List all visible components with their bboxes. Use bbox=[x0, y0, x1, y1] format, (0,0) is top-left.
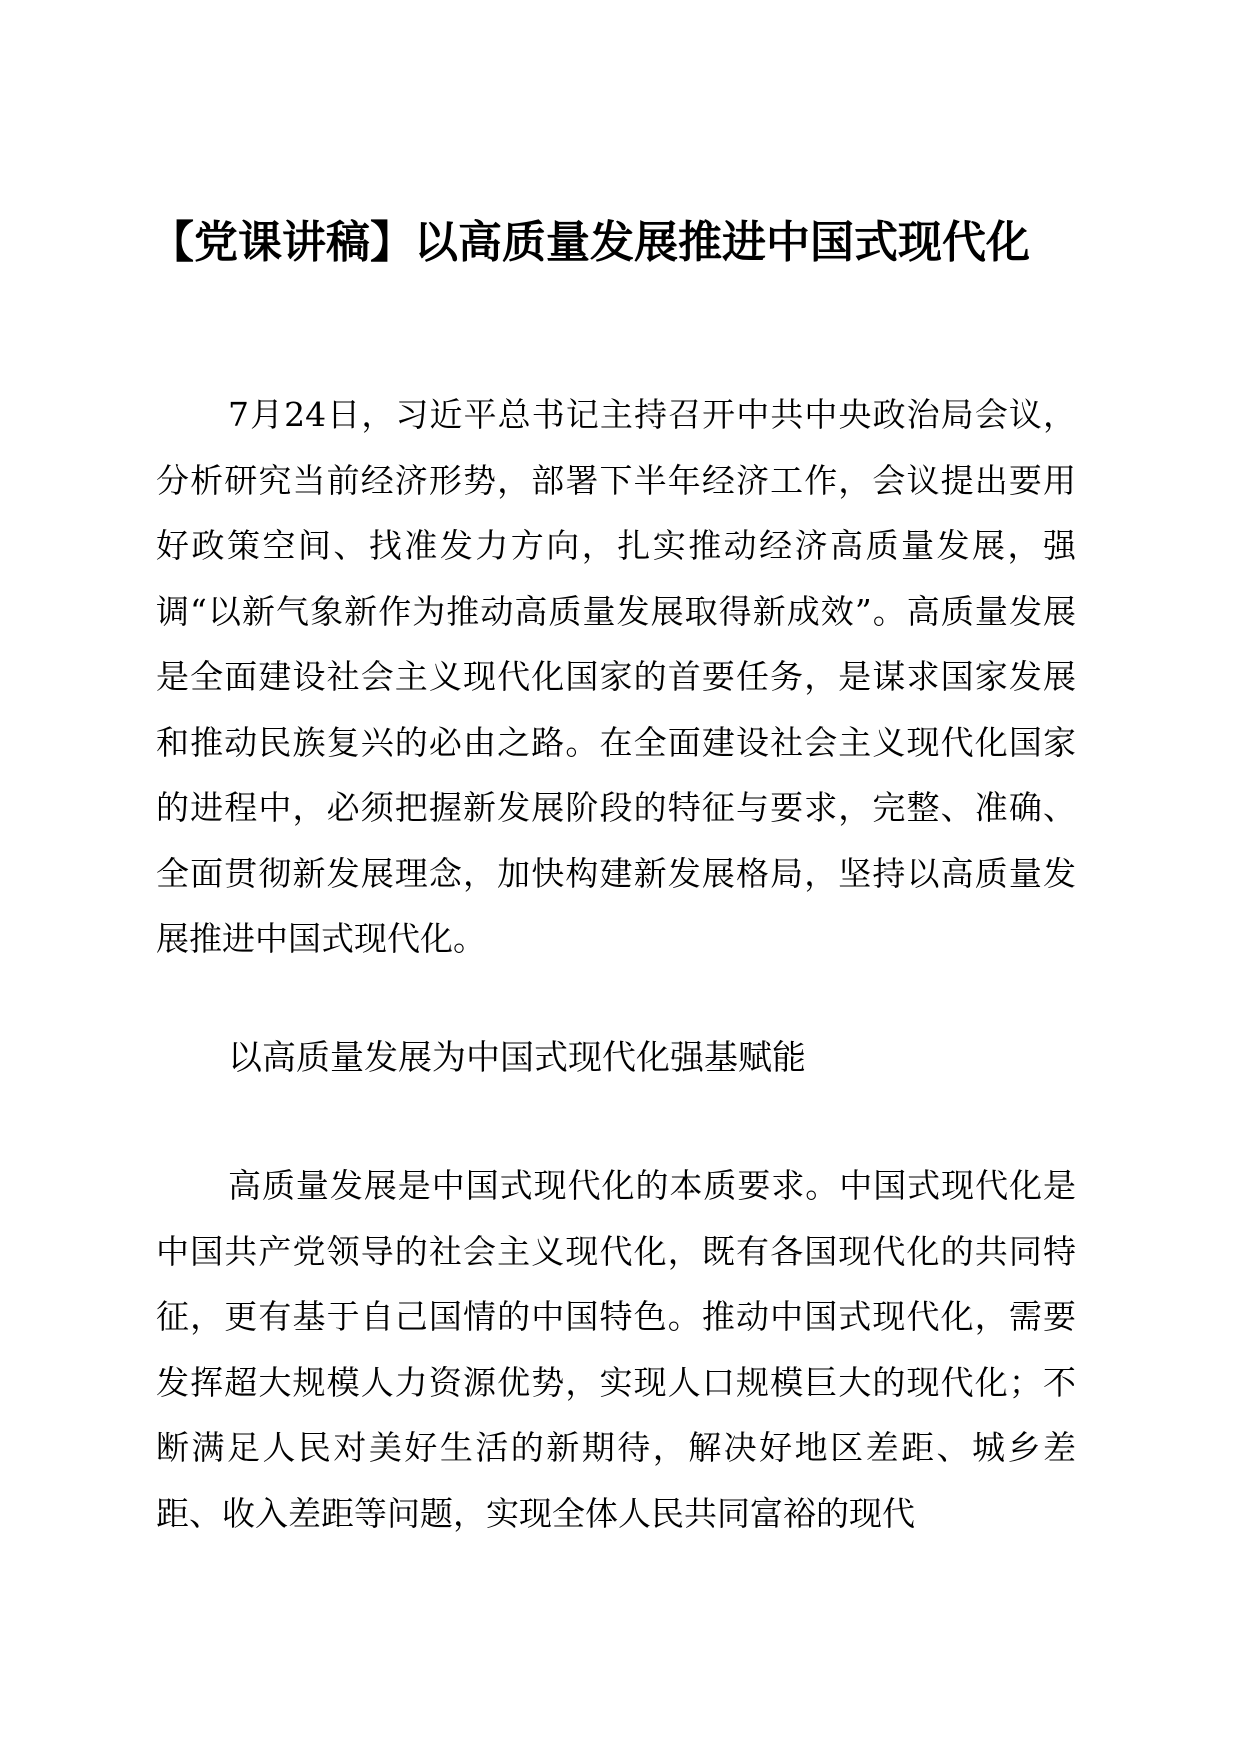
section-heading: 以高质量发展为中国式现代化强基赋能 bbox=[228, 1038, 806, 1078]
body-paragraph-1: 7月24日，习近平总书记主持召开中共中央政治局会议，分析研究当前经济形势，部署下半年经济工作，会议提出要用好政策空间、找准发力方向，扎实推动经济高质量发展，强调“以新气象新作为推动高质量发展取得新成效”。高质量发展是全面建设社会主义现代化国家的首要任务，是谋求国家发展和推动民族复兴的必由之路。在全面建设社会主义现代化国家的进程中，必须把握新发展阶段的特征与要求，完整、准确、全面贯彻新发展理念，加快构建新发展格局，坚持以高质量发展推进中国式现代化。 bbox=[156, 395, 1076, 958]
document-title: 【党课讲稿】以高质量发展推进中国式现代化 bbox=[150, 217, 1030, 268]
body-paragraph-2: 高质量发展是中国式现代化的本质要求。中国式现代化是中国共产党领导的社会主义现代化，既有各国现代化的共同特征，更有基于自己国情的中国特色。推动中国式现代化，需要发挥超大规模人力资源优势，实现人口规模巨大的现代化；不断满足人民对美好生活的新期待，解决好地区差距、城乡差距、收入差距等问题，实现全体人民共同富裕的现代 bbox=[156, 1166, 1076, 1533]
